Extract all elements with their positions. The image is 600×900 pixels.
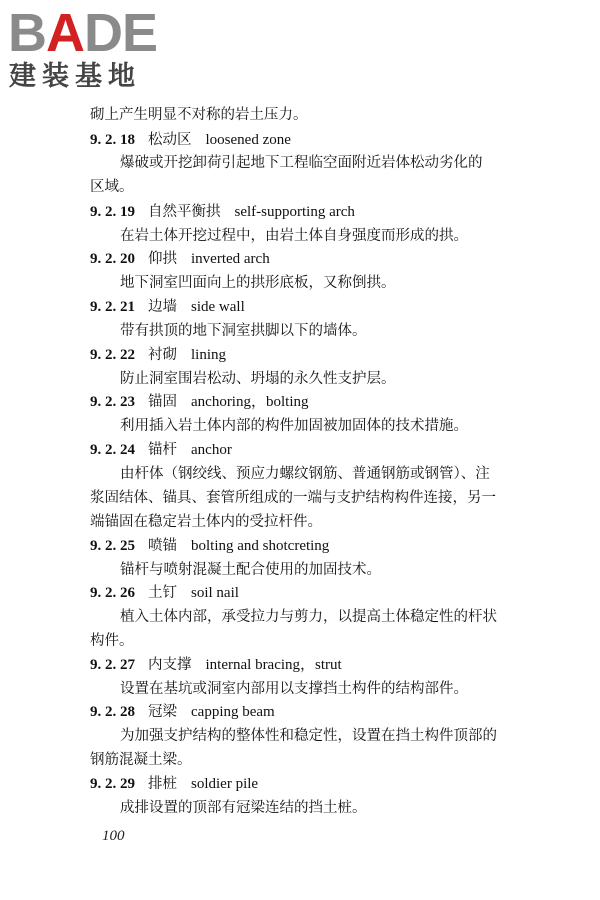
- term-definition-line: 构件。: [90, 633, 134, 649]
- term-number: 9. 2. 28: [90, 704, 135, 720]
- term-chinese: 土钉: [148, 585, 177, 601]
- term-english: capping beam: [191, 704, 275, 720]
- term-definition-line: 设置在基坑或洞室内部用以支撑挡土构件的结构部件。: [120, 681, 468, 697]
- term-number: 9. 2. 25: [90, 538, 135, 554]
- term-definition-line: 在岩土体开挖过程中，由岩土体自身强度而形成的拱。: [120, 228, 468, 244]
- term-number: 9. 2. 29: [90, 776, 135, 792]
- term-definition-line: 区域。: [90, 179, 134, 195]
- term-definition-line: 钢筋混凝土梁。: [90, 752, 192, 768]
- term-english: anchoring，bolting: [191, 394, 309, 410]
- term-definition-line: 浆固结体、锚具、套管所组成的一端与支护结构构件连接，另一: [90, 490, 496, 506]
- term-heading: [90, 345, 226, 365]
- term-english: soil nail: [191, 585, 239, 601]
- term-definition-line: 端锚固在稳定岩土体内的受拉杆件。: [90, 514, 322, 530]
- term-heading: [90, 392, 308, 412]
- term-english: bolting and shotcreting: [191, 538, 330, 554]
- term-english: inverted arch: [191, 251, 270, 267]
- term-english: anchor: [191, 442, 232, 458]
- term-heading: [90, 202, 355, 222]
- term-chinese: 锚固: [148, 394, 177, 410]
- term-definition-line: 为加强支护结构的整体性和稳定性，设置在挡土构件顶部的: [120, 728, 497, 744]
- term-number: 9. 2. 24: [90, 442, 135, 458]
- term-heading: [90, 440, 232, 460]
- term-number: 9. 2. 19: [90, 204, 135, 220]
- term-heading: [90, 655, 342, 675]
- term-number: 9. 2. 18: [90, 132, 135, 148]
- term-heading: [90, 536, 329, 556]
- term-english: internal bracing，strut: [205, 657, 342, 673]
- term-chinese: 冠梁: [148, 704, 177, 720]
- term-definition-line: 防止洞室围岩松动、坍塌的永久性支护层。: [120, 371, 396, 387]
- term-definition-line: 植入土体内部，承受拉力与剪力，以提高土体稳定性的杆状: [120, 609, 497, 625]
- term-chinese: 内支撑: [148, 657, 192, 673]
- term-definition-line: 锚杆与喷射混凝土配合使用的加固技术。: [120, 562, 381, 578]
- term-number: 9. 2. 22: [90, 347, 135, 363]
- term-number: 9. 2. 20: [90, 251, 135, 267]
- continuation-text: 砌上产生明显不对称的岩土压力。: [90, 107, 308, 123]
- logo-subtitle: 建装基地: [9, 61, 141, 92]
- term-chinese: 边墙: [148, 299, 177, 315]
- term-definition-line: 带有拱顶的地下洞室拱脚以下的墙体。: [120, 323, 367, 339]
- term-english: side wall: [191, 299, 245, 315]
- term-definition-line: 成排设置的顶部有冠梁连结的挡土桩。: [120, 800, 367, 816]
- term-number: 9. 2. 23: [90, 394, 135, 410]
- term-heading: [90, 297, 245, 317]
- term-heading: [90, 702, 275, 722]
- term-heading: [90, 774, 258, 794]
- term-english: soldier pile: [191, 776, 259, 792]
- term-chinese: 松动区: [148, 132, 192, 148]
- term-heading: [90, 583, 239, 603]
- term-chinese: 喷锚: [148, 538, 177, 554]
- term-number: 9. 2. 21: [90, 299, 135, 315]
- term-english: lining: [191, 347, 227, 363]
- term-number: 9. 2. 26: [90, 585, 135, 601]
- term-heading: [90, 249, 270, 269]
- term-definition-line: 爆破或开挖卸荷引起地下工程临空面附近岩体松动劣化的: [120, 155, 483, 171]
- term-heading: [90, 130, 291, 150]
- term-definition-line: 地下洞室凹面向上的拱形底板，又称倒拱。: [120, 275, 396, 291]
- term-definition-line: 利用插入岩土体内部的构件加固被加固体的技术措施。: [120, 418, 468, 434]
- page-number: 100: [102, 828, 125, 844]
- term-chinese: 锚杆: [148, 442, 177, 458]
- term-chinese: 衬砌: [148, 347, 177, 363]
- term-english: self-supporting arch: [234, 204, 355, 220]
- term-number: 9. 2. 27: [90, 657, 135, 673]
- logo-wordmark: BADE: [8, 3, 158, 63]
- term-chinese: 自然平衡拱: [148, 204, 221, 220]
- term-definition-line: 由杆体（钢绞线、预应力螺纹钢筋、普通钢筋或钢管）、注: [120, 466, 490, 482]
- term-chinese: 仰拱: [148, 251, 177, 267]
- term-english: loosened zone: [205, 132, 291, 148]
- term-chinese: 排桩: [148, 776, 177, 792]
